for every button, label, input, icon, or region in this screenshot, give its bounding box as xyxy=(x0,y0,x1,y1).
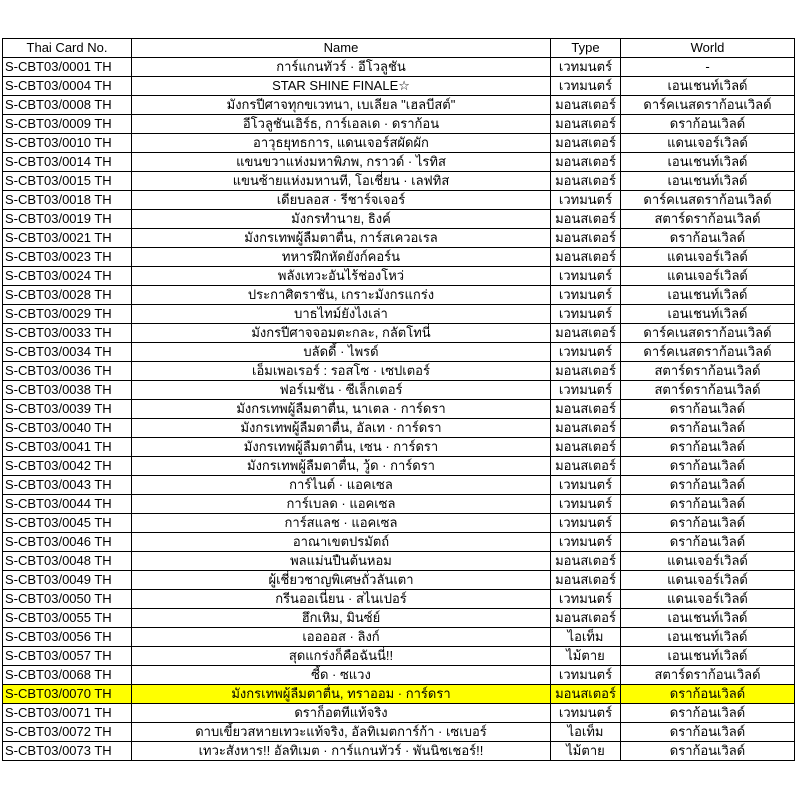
cell-card-no[interactable]: S-CBT03/0038 TH xyxy=(3,381,132,400)
table-row xyxy=(3,286,795,305)
cell-name[interactable]: มังกรเทพผู้ลืมตาตื่น, การ์สเควอเรล xyxy=(132,229,551,248)
cell-card-no[interactable]: S-CBT03/0049 TH xyxy=(3,571,132,590)
cell-type[interactable]: เวทมนตร์ xyxy=(551,191,621,210)
cell-name[interactable]: การ์เบลด · แอคเซล xyxy=(132,495,551,514)
cell-world[interactable]: เอนเชนท์เวิลด์ xyxy=(621,172,795,191)
cell-world[interactable]: เอนเชนท์เวิลด์ xyxy=(621,286,795,305)
cell-world[interactable]: ดาร์คเนสดราก้อนเวิลด์ xyxy=(621,191,795,210)
cell-world[interactable]: ดราก้อนเวิลด์ xyxy=(621,742,795,761)
cell-world[interactable]: ดราก้อนเวิลด์ xyxy=(621,476,795,495)
table-row xyxy=(3,495,795,514)
cell-type[interactable]: เวทมนตร์ xyxy=(551,77,621,96)
table-row xyxy=(3,77,795,96)
cell-type[interactable]: เวทมนตร์ xyxy=(551,590,621,609)
cell-card-no[interactable]: S-CBT03/0050 TH xyxy=(3,590,132,609)
cell-type[interactable]: มอนสเตอร์ xyxy=(551,134,621,153)
cell-world[interactable]: ดาร์คเนสดราก้อนเวิลด์ xyxy=(621,324,795,343)
cell-card-no[interactable]: S-CBT03/0028 TH xyxy=(3,286,132,305)
header-type[interactable]: Type xyxy=(551,39,621,58)
table-row xyxy=(3,96,795,115)
cell-card-no[interactable]: S-CBT03/0048 TH xyxy=(3,552,132,571)
table-row xyxy=(3,267,795,286)
cell-card-no[interactable]: S-CBT03/0015 TH xyxy=(3,172,132,191)
cell-card-no[interactable]: S-CBT03/0024 TH xyxy=(3,267,132,286)
cell-card-no[interactable]: S-CBT03/0009 TH xyxy=(3,115,132,134)
cell-type[interactable]: ไอเท็ม xyxy=(551,723,621,742)
cell-name[interactable]: มังกรเทพผู้ลืมตาตื่น, นาเตล · การ์ดรา xyxy=(132,400,551,419)
cell-name[interactable]: ทหารฝึกหัดยังก์คอร์น xyxy=(132,248,551,267)
table-row xyxy=(3,533,795,552)
cell-world[interactable]: ดราก้อนเวิลด์ xyxy=(621,400,795,419)
cell-name[interactable]: พลังเทวะอันไร้ช่องโหว่ xyxy=(132,267,551,286)
cell-card-no[interactable]: S-CBT03/0021 TH xyxy=(3,229,132,248)
cell-name[interactable]: มังกรปีศาจทุกขเวทนา, เบเลียล "เฮลบีสต์" xyxy=(132,96,551,115)
table-row xyxy=(3,685,795,704)
cell-name[interactable]: มังกรเทพผู้ลืมตาตื่น, ทราออม · การ์ดรา xyxy=(132,685,551,704)
cell-type[interactable]: มอนสเตอร์ xyxy=(551,210,621,229)
cell-type[interactable]: เวทมนตร์ xyxy=(551,495,621,514)
table-row xyxy=(3,115,795,134)
table-row xyxy=(3,438,795,457)
cell-name[interactable]: เอ็มเพอเรอร์ : รอสโซ · เซปเตอร์ xyxy=(132,362,551,381)
table-row xyxy=(3,742,795,761)
cell-card-no[interactable]: S-CBT03/0046 TH xyxy=(3,533,132,552)
cell-name[interactable]: กรีนออเนี่ยน · สไนเปอร์ xyxy=(132,590,551,609)
cell-name[interactable]: ดาบเขี้ยวสหายเทวะแท้จริง, อัลทิเมตการ์ก้า · เซเบอร์ xyxy=(132,723,551,742)
cell-type[interactable]: เวทมนตร์ xyxy=(551,476,621,495)
cell-type[interactable]: มอนสเตอร์ xyxy=(551,96,621,115)
table-row xyxy=(3,191,795,210)
cell-type[interactable]: เวทมนตร์ xyxy=(551,286,621,305)
cell-name[interactable]: มังกรปีศาจจอมตะกละ, กลัตโทนี่ xyxy=(132,324,551,343)
cell-world[interactable]: เอนเชนท์เวิลด์ xyxy=(621,305,795,324)
cell-name[interactable]: ดราก็อตทีแท้จริง xyxy=(132,704,551,723)
cell-world[interactable]: ดาร์คเนสดราก้อนเวิลด์ xyxy=(621,96,795,115)
table-row xyxy=(3,476,795,495)
cell-name[interactable]: ฮึกเหิม, มินซ์ย์ xyxy=(132,609,551,628)
table-row xyxy=(3,514,795,533)
cell-card-no[interactable]: S-CBT03/0023 TH xyxy=(3,248,132,267)
cell-type[interactable]: มอนสเตอร์ xyxy=(551,362,621,381)
cell-world[interactable]: ดาร์คเนสดราก้อนเวิลด์ xyxy=(621,343,795,362)
table-row xyxy=(3,305,795,324)
cell-name[interactable]: มังกรเทพผู้ลืมตาตื่น, วู้ด · การ์ดรา xyxy=(132,457,551,476)
cell-name[interactable]: แขนขวาแห่งมหาพิภพ, กราวด์ · ไรทิส xyxy=(132,153,551,172)
cell-type[interactable]: มอนสเตอร์ xyxy=(551,419,621,438)
cell-name[interactable]: บลัดดี้ · ไพรด์ xyxy=(132,343,551,362)
header-card-no[interactable]: Thai Card No. xyxy=(3,39,132,58)
cell-card-no[interactable]: S-CBT03/0040 TH xyxy=(3,419,132,438)
table-row xyxy=(3,153,795,172)
cell-card-no[interactable]: S-CBT03/0001 TH xyxy=(3,58,132,77)
cell-world[interactable]: เอนเชนท์เวิลด์ xyxy=(621,77,795,96)
cell-name[interactable]: อาวุธยุทธการ, แดนเจอร์สผัดผัก xyxy=(132,134,551,153)
cell-type[interactable]: ไม้ตาย xyxy=(551,742,621,761)
table-row xyxy=(3,628,795,647)
cell-card-no[interactable]: S-CBT03/0055 TH xyxy=(3,609,132,628)
cell-card-no[interactable]: S-CBT03/0033 TH xyxy=(3,324,132,343)
cell-type[interactable]: มอนสเตอร์ xyxy=(551,609,621,628)
cell-world[interactable]: แดนเจอร์เวิลด์ xyxy=(621,552,795,571)
cell-world[interactable]: เอนเชนท์เวิลด์ xyxy=(621,153,795,172)
cell-world[interactable]: ดราก้อนเวิลด์ xyxy=(621,514,795,533)
cell-type[interactable]: เวทมนตร์ xyxy=(551,533,621,552)
table-row xyxy=(3,704,795,723)
table-row xyxy=(3,590,795,609)
table-row xyxy=(3,134,795,153)
cell-card-no[interactable]: S-CBT03/0043 TH xyxy=(3,476,132,495)
table-row xyxy=(3,609,795,628)
cell-type[interactable]: มอนสเตอร์ xyxy=(551,552,621,571)
cell-world[interactable]: ดราก้อนเวิลด์ xyxy=(621,723,795,742)
cell-world[interactable]: ดราก้อนเวิลด์ xyxy=(621,533,795,552)
cell-world[interactable]: ดราก้อนเวิลด์ xyxy=(621,115,795,134)
table-body xyxy=(3,58,795,761)
cell-world[interactable]: - xyxy=(621,58,795,77)
cell-type[interactable]: มอนสเตอร์ xyxy=(551,324,621,343)
table-row xyxy=(3,647,795,666)
cell-name[interactable]: อีโวลูชันเอิร์ธ, การ์เอลเด · ดราก้อน xyxy=(132,115,551,134)
table-row xyxy=(3,400,795,419)
cell-card-no[interactable]: S-CBT03/0041 TH xyxy=(3,438,132,457)
cell-world[interactable]: แดนเจอร์เวิลด์ xyxy=(621,134,795,153)
cell-world[interactable]: สตาร์ดราก้อนเวิลด์ xyxy=(621,381,795,400)
cell-type[interactable]: มอนสเตอร์ xyxy=(551,400,621,419)
cell-world[interactable]: ดราก้อนเวิลด์ xyxy=(621,229,795,248)
cell-card-no[interactable]: S-CBT03/0070 TH xyxy=(3,685,132,704)
cell-name[interactable]: อาณาเขตปรมัตถ์ xyxy=(132,533,551,552)
cell-name[interactable]: เทวะสังหาร!! อัลทิเมต · การ์แกนทัวร์ · พันนิชเชอร์!! xyxy=(132,742,551,761)
header-row xyxy=(3,39,795,58)
cell-name[interactable]: มังกรเทพผู้ลืมตาตื่น, อัลเท · การ์ดรา xyxy=(132,419,551,438)
cell-world[interactable]: แดนเจอร์เวิลด์ xyxy=(621,267,795,286)
cell-card-no[interactable]: S-CBT03/0044 TH xyxy=(3,495,132,514)
cell-type[interactable]: เวทมนตร์ xyxy=(551,343,621,362)
table-row xyxy=(3,343,795,362)
cell-world[interactable]: ดราก้อนเวิลด์ xyxy=(621,438,795,457)
cell-world[interactable]: ดราก้อนเวิลด์ xyxy=(621,495,795,514)
table-row xyxy=(3,324,795,343)
cell-name[interactable]: ซี้ด · ซแวง xyxy=(132,666,551,685)
cell-world[interactable]: ดราก้อนเวิลด์ xyxy=(621,419,795,438)
cell-world[interactable]: ดราก้อนเวิลด์ xyxy=(621,457,795,476)
cell-name[interactable]: การ์แกนทัวร์ · อีโวลูชัน xyxy=(132,58,551,77)
cell-card-no[interactable]: S-CBT03/0034 TH xyxy=(3,343,132,362)
header-world[interactable]: World xyxy=(621,39,795,58)
table-row xyxy=(3,666,795,685)
cell-world[interactable]: ดราก้อนเวิลด์ xyxy=(621,685,795,704)
table-row xyxy=(3,723,795,742)
cell-card-no[interactable]: S-CBT03/0014 TH xyxy=(3,153,132,172)
cell-card-no[interactable]: S-CBT03/0071 TH xyxy=(3,704,132,723)
cell-type[interactable]: มอนสเตอร์ xyxy=(551,115,621,134)
cell-world[interactable]: แดนเจอร์เวิลด์ xyxy=(621,248,795,267)
cell-world[interactable]: ดราก้อนเวิลด์ xyxy=(621,704,795,723)
cell-type[interactable]: ไอเท็ม xyxy=(551,628,621,647)
table-row xyxy=(3,248,795,267)
cell-name[interactable]: ฟอร์เมชัน · ซีเล็กเตอร์ xyxy=(132,381,551,400)
cell-name[interactable]: การ์ไนต์ · แอคเซล xyxy=(132,476,551,495)
cell-type[interactable]: มอนสเตอร์ xyxy=(551,571,621,590)
cell-type[interactable]: เวทมนตร์ xyxy=(551,267,621,286)
cell-type[interactable]: เวทมนตร์ xyxy=(551,58,621,77)
cell-type[interactable]: เวทมนตร์ xyxy=(551,704,621,723)
cell-card-no[interactable]: S-CBT03/0045 TH xyxy=(3,514,132,533)
cell-card-no[interactable]: S-CBT03/0018 TH xyxy=(3,191,132,210)
cell-type[interactable]: เวทมนตร์ xyxy=(551,514,621,533)
table-row xyxy=(3,552,795,571)
cell-card-no[interactable]: S-CBT03/0036 TH xyxy=(3,362,132,381)
cell-world[interactable]: สตาร์ดราก้อนเวิลด์ xyxy=(621,210,795,229)
cell-card-no[interactable]: S-CBT03/0010 TH xyxy=(3,134,132,153)
cell-type[interactable]: มอนสเตอร์ xyxy=(551,248,621,267)
cell-type[interactable]: ไม้ตาย xyxy=(551,647,621,666)
cell-name[interactable]: ผู้เชี่ยวชาญพิเศษถั่วลันเตา xyxy=(132,571,551,590)
table-row xyxy=(3,381,795,400)
cell-name[interactable]: STAR SHINE FINALE☆ xyxy=(132,77,551,96)
cell-card-no[interactable]: S-CBT03/0073 TH xyxy=(3,742,132,761)
cell-type[interactable]: มอนสเตอร์ xyxy=(551,153,621,172)
cell-name[interactable]: พลแม่นปืนต้นหอม xyxy=(132,552,551,571)
cell-world[interactable]: แดนเจอร์เวิลด์ xyxy=(621,571,795,590)
cell-name[interactable]: แขนซ้ายแห่งมหานที, โอเชี่ยน · เลฟทิส xyxy=(132,172,551,191)
table-row xyxy=(3,210,795,229)
cell-type[interactable]: มอนสเตอร์ xyxy=(551,685,621,704)
cell-type[interactable]: มอนสเตอร์ xyxy=(551,172,621,191)
header-name[interactable]: Name xyxy=(132,39,551,58)
cell-world[interactable]: สตาร์ดราก้อนเวิลด์ xyxy=(621,362,795,381)
cell-card-no[interactable]: S-CBT03/0056 TH xyxy=(3,628,132,647)
card-list-table xyxy=(2,38,795,761)
cell-card-no[interactable]: S-CBT03/0042 TH xyxy=(3,457,132,476)
cell-world[interactable]: แดนเจอร์เวิลด์ xyxy=(621,590,795,609)
table-row xyxy=(3,457,795,476)
cell-type[interactable]: มอนสเตอร์ xyxy=(551,457,621,476)
cell-card-no[interactable]: S-CBT03/0072 TH xyxy=(3,723,132,742)
cell-card-no[interactable]: S-CBT03/0068 TH xyxy=(3,666,132,685)
cell-card-no[interactable]: S-CBT03/0039 TH xyxy=(3,400,132,419)
cell-type[interactable]: เวทมนตร์ xyxy=(551,381,621,400)
cell-name[interactable]: มังกรทำนาย, ธิงค์ xyxy=(132,210,551,229)
table-row xyxy=(3,362,795,381)
table-row xyxy=(3,172,795,191)
cell-name[interactable]: การ์สแลช · แอคเซล xyxy=(132,514,551,533)
table-row xyxy=(3,571,795,590)
cell-card-no[interactable]: S-CBT03/0019 TH xyxy=(3,210,132,229)
cell-name[interactable]: ประกาศิตราชัน, เกราะมังกรแกร่ง xyxy=(132,286,551,305)
cell-name[interactable]: มังกรเทพผู้ลืมตาตื่น, เซน · การ์ดรา xyxy=(132,438,551,457)
table-row xyxy=(3,58,795,77)
cell-type[interactable]: มอนสเตอร์ xyxy=(551,229,621,248)
cell-name[interactable]: สุดแกร่งก็คือฉันนี่!! xyxy=(132,647,551,666)
cell-card-no[interactable]: S-CBT03/0029 TH xyxy=(3,305,132,324)
table-row xyxy=(3,419,795,438)
cell-type[interactable]: มอนสเตอร์ xyxy=(551,438,621,457)
cell-world[interactable]: เอนเชนท์เวิลด์ xyxy=(621,628,795,647)
cell-card-no[interactable]: S-CBT03/0004 TH xyxy=(3,77,132,96)
cell-world[interactable]: เอนเชนท์เวิลด์ xyxy=(621,647,795,666)
cell-card-no[interactable]: S-CBT03/0057 TH xyxy=(3,647,132,666)
cell-name[interactable]: เออออส · ลิงก์ xyxy=(132,628,551,647)
cell-type[interactable]: เวทมนตร์ xyxy=(551,305,621,324)
table-row xyxy=(3,229,795,248)
cell-name[interactable]: เดียบลอส · รีชาร์จเจอร์ xyxy=(132,191,551,210)
cell-name[interactable]: บาธไทม์ยังไงเล่า xyxy=(132,305,551,324)
cell-type[interactable]: เวทมนตร์ xyxy=(551,666,621,685)
cell-card-no[interactable]: S-CBT03/0008 TH xyxy=(3,96,132,115)
cell-world[interactable]: เอนเชนท์เวิลด์ xyxy=(621,609,795,628)
cell-world[interactable]: สตาร์ดราก้อนเวิลด์ xyxy=(621,666,795,685)
